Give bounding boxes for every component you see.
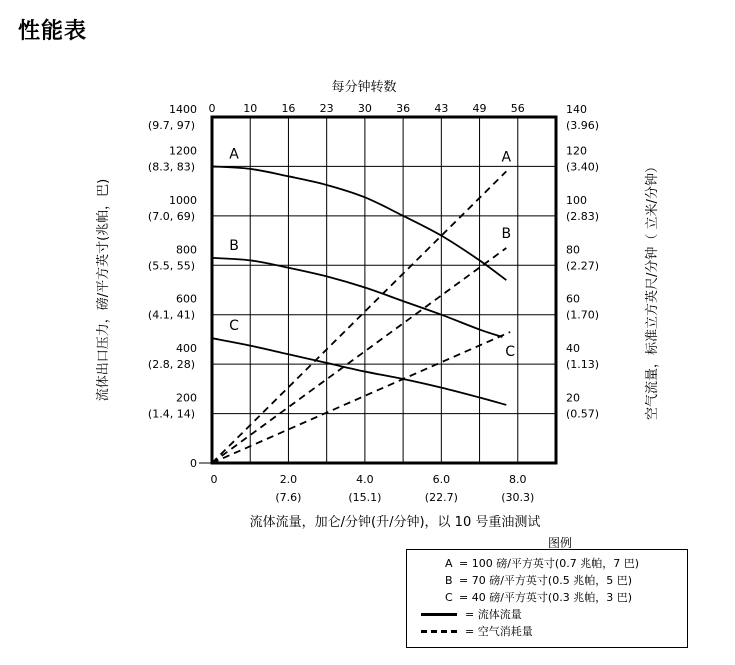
top-tick-label: 30 — [357, 102, 372, 115]
y-right-tick-sublabel: (1.70) — [566, 308, 600, 322]
x-tick-sublabel: (30.3) — [501, 491, 535, 504]
y-right-tick-sublabel: (2.27) — [566, 259, 600, 273]
legend-text: = 70 磅/平方英寸(0.5 兆帕，5 巴) — [459, 574, 632, 587]
series-label-fluid-b: B — [229, 237, 239, 254]
series-fluid-c — [212, 338, 506, 405]
legend-text: = 40 磅/平方英寸(0.3 兆帕，3 巴) — [459, 591, 632, 604]
y-left-tick-label: 1400 — [169, 103, 197, 116]
legend-entry-c — [407, 590, 687, 605]
x-tick-sublabel: (7.6) — [275, 491, 302, 504]
y-left-tick-sublabel: (1.4, 14) — [147, 407, 195, 421]
y-right-tick-sublabel: (3.40) — [566, 160, 600, 174]
y-right-tick-label: 100 — [566, 193, 587, 207]
y-right-tick-label: 20 — [566, 391, 580, 405]
legend-text: = 空气消耗量 — [465, 625, 533, 638]
solid-line-swatch — [421, 613, 457, 616]
series-label-fluid-a: A — [229, 146, 239, 163]
top-axis-title: 每分钟转数 — [331, 80, 397, 95]
top-tick-label: 43 — [434, 102, 449, 115]
y-left-tick-label: 1200 — [169, 144, 197, 158]
y-right-axis-title: 空气流量，标准立方英尺/分钟（ 立米/分钟） — [645, 160, 660, 420]
series-label-air-c: C — [505, 344, 516, 361]
tick-labels — [148, 102, 599, 504]
legend — [406, 549, 688, 648]
legend-entry-air — [407, 624, 687, 639]
top-tick-label: 23 — [319, 102, 334, 115]
y-right-tick-label: 120 — [566, 144, 587, 158]
y-right-tick-sublabel: (0.57) — [566, 407, 600, 421]
x-tick-label: 8.0 — [509, 473, 527, 486]
y-left-tick-sublabel: (7.0, 69) — [147, 209, 195, 223]
series-air-c — [212, 332, 510, 463]
y-left-tick-label: 800 — [176, 243, 197, 257]
y-right-tick-sublabel: (1.13) — [566, 358, 600, 372]
series-fluid-b — [212, 258, 502, 337]
legend-entry-a — [407, 556, 687, 571]
series-air-b — [212, 248, 506, 463]
legend-key: B — [445, 574, 453, 587]
series-label-air-a: A — [501, 149, 512, 166]
legend-key: A — [445, 557, 453, 570]
y-right-tick-label: 80 — [566, 243, 580, 257]
legend-entry-fluid — [407, 607, 687, 622]
top-tick-label: 49 — [472, 102, 487, 115]
y-right-tick-sublabel: (2.83) — [566, 209, 600, 223]
y-left-tick-sublabel: (4.1, 41) — [147, 308, 195, 322]
y-left-tick-label: 600 — [176, 292, 197, 306]
series-layer — [212, 146, 515, 463]
y-left-tick-sublabel: (8.3, 83) — [147, 160, 195, 174]
y-left-tick-sublabel: (9.7, 97) — [147, 119, 195, 132]
series-label-air-b: B — [501, 225, 512, 242]
y-left-tick-label: 200 — [176, 391, 197, 405]
series-label-fluid-c: C — [229, 318, 239, 335]
y-right-tick-label: 40 — [566, 342, 580, 356]
top-tick-label: 10 — [243, 102, 258, 115]
x-tick-label: 0 — [210, 473, 218, 486]
series-air-a — [212, 171, 506, 463]
x-tick-sublabel: (22.7) — [424, 491, 458, 504]
top-tick-label: 16 — [281, 102, 296, 115]
legend-text: = 流体流量 — [465, 608, 522, 621]
y-left-tick-label: 1000 — [169, 193, 197, 207]
y-left-tick-label: 400 — [176, 342, 197, 356]
legend-entry-b — [407, 573, 687, 588]
top-tick-label: 56 — [510, 102, 525, 115]
top-tick-label: 0 — [208, 102, 216, 115]
y-right-tick-label: 60 — [566, 292, 580, 306]
page-title: 性能表 — [18, 19, 88, 44]
y-left-axis-title: 流体出口压力，磅/平方英寸(兆帕，巴) — [96, 178, 111, 402]
legend-text: = 100 磅/平方英寸(0.7 兆帕，7 巴) — [459, 557, 639, 570]
y-left-tick-sublabel: (5.5, 55) — [147, 259, 195, 273]
x-tick-label: 6.0 — [432, 473, 451, 486]
y-right-tick-label: 140 — [566, 103, 587, 116]
x-tick-sublabel: (15.1) — [348, 491, 382, 504]
legend-key: C — [445, 591, 453, 604]
x-tick-label: 2.0 — [279, 473, 298, 486]
x-tick-label: 4.0 — [356, 473, 374, 486]
series-fluid-a — [212, 166, 506, 280]
y-left-tick-label: 0 — [190, 457, 197, 470]
x-axis-title: 流体流量，加仑/分钟(升/分钟)，以 10 号重油测试 — [249, 515, 541, 530]
legend-title: 图例 — [548, 536, 573, 550]
dashed-line-swatch — [421, 630, 457, 633]
y-right-tick-sublabel: (3.96) — [566, 119, 600, 132]
y-left-tick-sublabel: (2.8, 28) — [147, 358, 195, 372]
top-tick-label: 36 — [396, 102, 411, 115]
